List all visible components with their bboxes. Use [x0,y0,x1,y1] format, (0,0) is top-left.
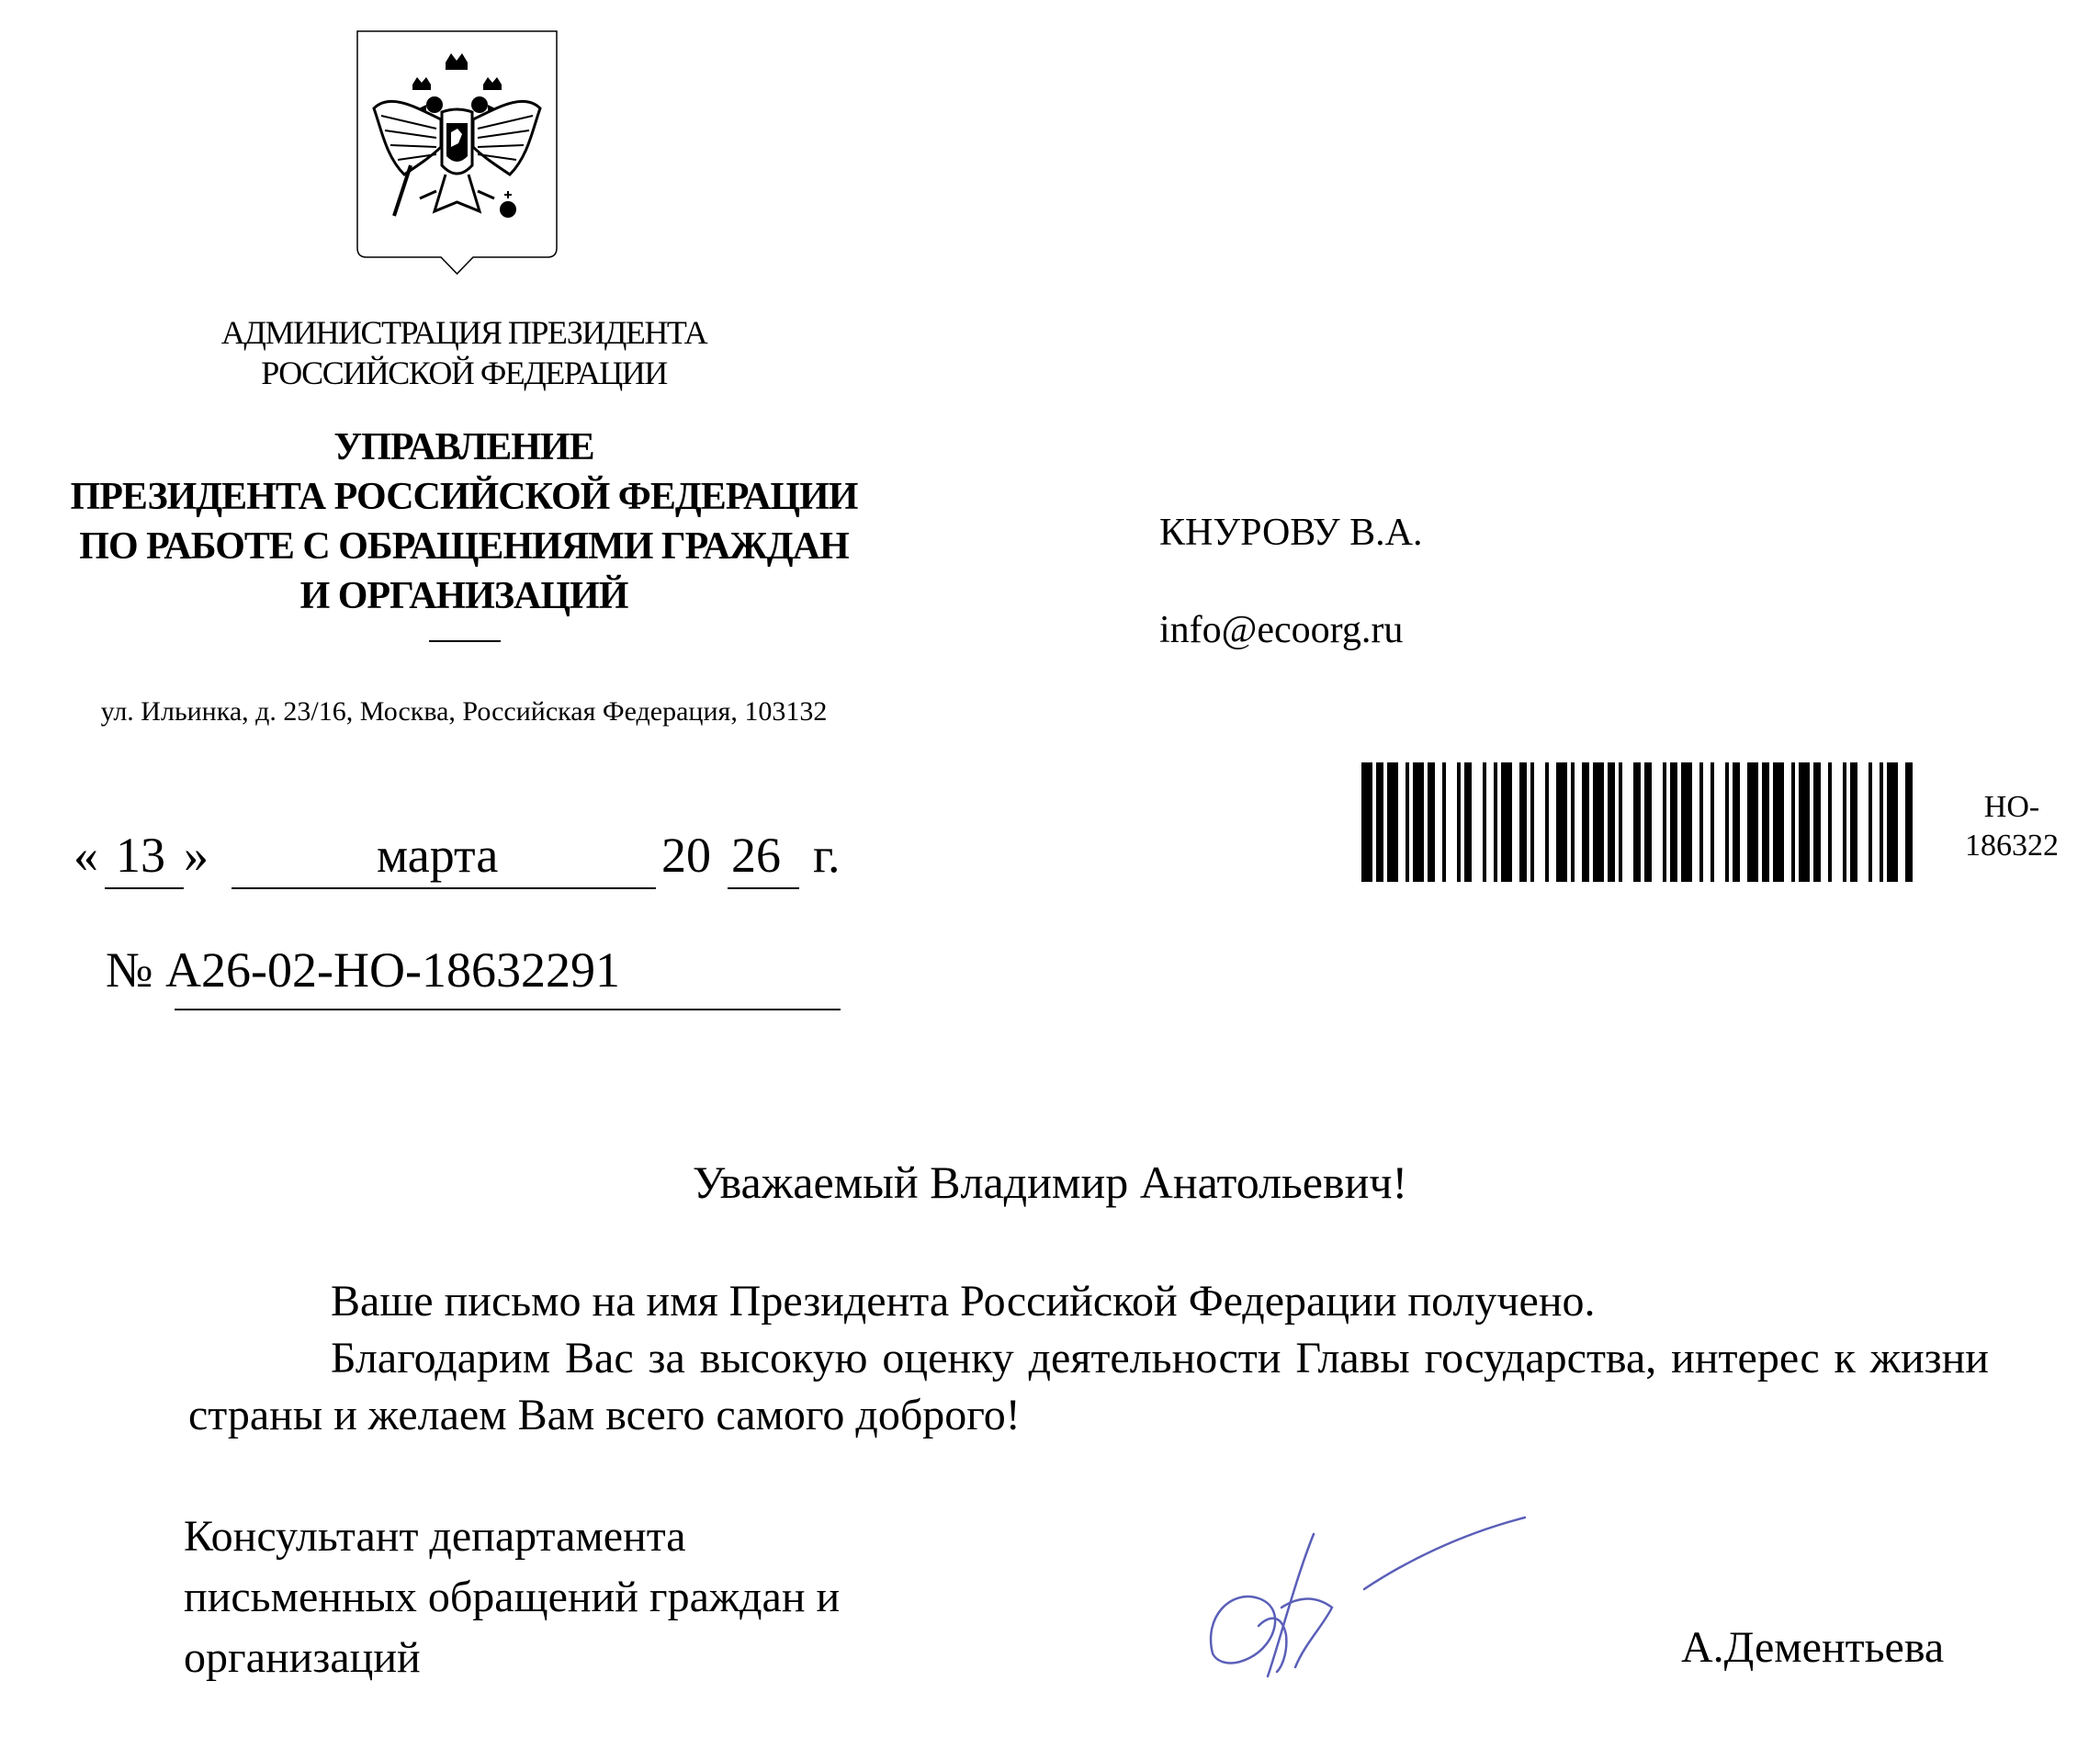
barcode-bar [1663,762,1666,882]
barcode-bar [1406,762,1409,882]
barcode-label [1957,788,2067,865]
sender-address: ул. Ильинка, д. 23/16, Москва, Российская Федерация, 103132 [100,696,828,727]
barcode-bar [1880,762,1883,882]
barcode-bar [1519,762,1527,882]
barcode-icon [1361,762,1916,882]
document-number [106,942,620,998]
barcode-bar [1413,762,1424,882]
signatory-name: А.Дементьева [1681,1623,1945,1672]
signatory-title [184,1506,1010,1688]
number-value: А26-02-НО-18632291 [165,942,620,998]
document-date [73,827,900,891]
barcode-bar [1608,762,1615,882]
date-close-quote: » [184,828,209,883]
dept-line-4: И ОРГАНИЗАЦИЙ [299,575,628,617]
paragraph-2: Благодарим Вас за высокую оценку деятельности Главы государства, интерес к жизни страны и желаем Вам всего самого доброго! [188,1334,1989,1439]
administration-name [37,312,891,393]
barcode-bar [1545,762,1549,882]
greeting: Уважаемый Владимир Анатольевич! [692,1156,1408,1208]
barcode-bar [1593,762,1604,882]
barcode-bar [1813,762,1821,882]
barcode-bar [1869,762,1872,882]
barcode-bar [1733,762,1740,882]
barcode-bar [1799,762,1810,882]
barcode-bar [1681,762,1692,882]
barcode-bar [1773,762,1784,882]
signatory-title-line-3: организаций [184,1633,421,1682]
barcode-bar [1828,762,1832,882]
russian-coat-of-arms-icon [354,28,560,277]
barcode-bar [1376,762,1383,882]
barcode-bar [1850,762,1857,882]
number-underline [175,1009,841,1010]
barcode-bar [1556,762,1567,882]
barcode-bar [1387,762,1398,882]
barcode-bar [1457,762,1461,882]
number-prefix: № [106,942,153,998]
date-month: марта [377,828,499,883]
barcode-bar [1791,762,1795,882]
signatory-title-line-2: письменных обращений граждан и [184,1573,841,1621]
barcode-bar [1530,762,1534,882]
recipient-name: КНУРОВУ В.А. [1159,512,1423,554]
barcode-bar [1494,762,1497,882]
barcode-bar [1619,762,1622,882]
barcode-bar [1699,762,1703,882]
day-underline [105,887,184,889]
dept-line-3: ПО РАБОТЕ С ОБРАЩЕНИЯМИ ГРАЖДАН [79,525,849,568]
barcode-bar [1887,762,1898,882]
admin-line-2: РОССИЙСКОЙ ФЕДЕРАЦИИ [261,355,667,391]
paragraph-1: Ваше письмо на имя Президента Российской Федерации получено. [331,1277,1596,1326]
barcode-bar [1501,762,1512,882]
barcode-bar [1725,762,1729,882]
recipient-email: info@ecoorg.ru [1159,609,1404,651]
barcode-bar [1483,762,1486,882]
barcode-bar [1464,762,1472,882]
barcode-bar [1747,762,1758,882]
barcode-bar [1644,762,1652,882]
barcode-label-line-1: НО- [1983,790,2040,824]
barcode-bar [1633,762,1641,882]
coat-of-arms-emblem [354,28,560,277]
date-year: 26 [731,828,781,883]
dept-line-2: ПРЕЗИДЕНТА РОССИЙСКОЙ ФЕДЕРАЦИИ [70,476,858,518]
date-day: 13 [116,828,165,883]
signatory-title-line-1: Консультант департамента [184,1512,686,1561]
barcode-bar [1582,762,1589,882]
date-century: 20 [661,828,711,883]
barcode-bar [1571,762,1575,882]
department-name [37,423,891,621]
barcode-bar [1710,762,1714,882]
year-underline [728,887,799,889]
date-open-quote: « [73,828,98,883]
barcode-bar [1361,762,1372,882]
signature-icon [1194,1506,1543,1690]
barcode-bar [1843,762,1846,882]
barcode [1361,762,1916,882]
barcode-label-line-2: 186322 [1965,829,2059,863]
barcode-bar [1428,762,1435,882]
barcode-bar [1670,762,1677,882]
month-underline [231,887,656,889]
date-year-suffix: г. [813,828,841,883]
barcode-bar [1762,762,1769,882]
barcode-bar [1442,762,1446,882]
admin-line-1: АДМИНИСТРАЦИЯ ПРЕЗИДЕНТА [220,314,707,351]
dept-line-1: УПРАВЛЕНИЕ [333,426,594,468]
barcode-bar [1905,762,1913,882]
header-divider [429,640,501,642]
handwritten-signature [1194,1506,1543,1690]
